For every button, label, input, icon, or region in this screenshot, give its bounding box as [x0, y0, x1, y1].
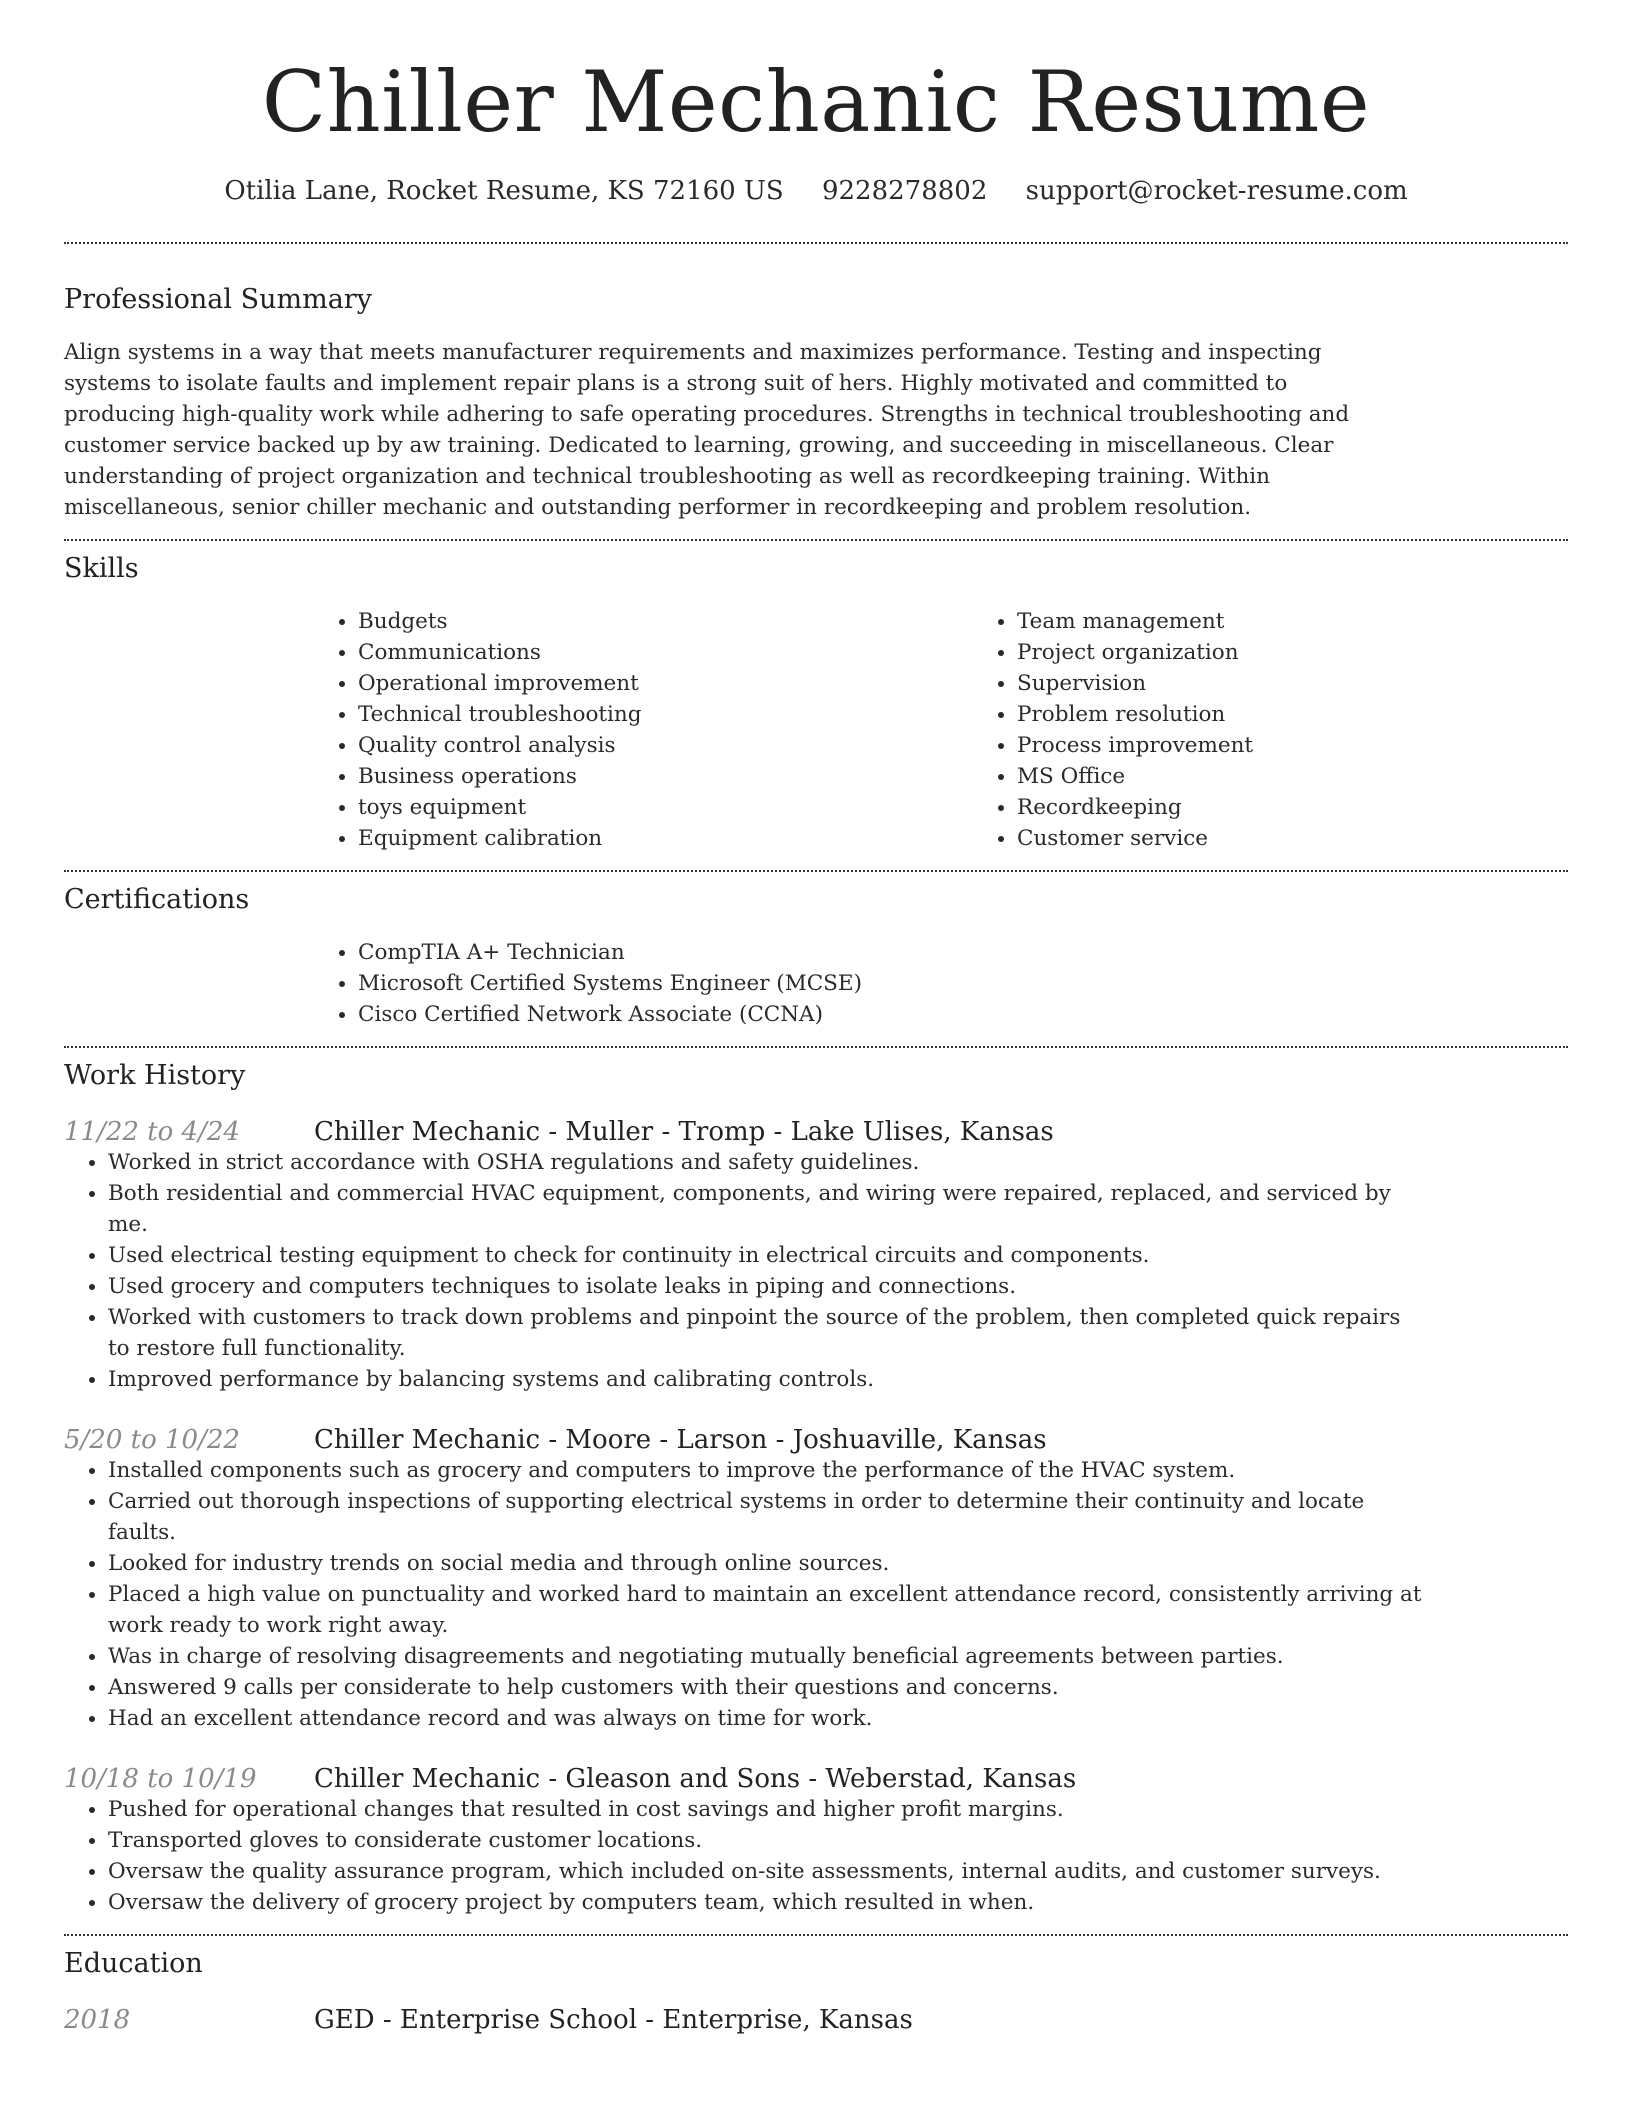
job-bullet: • Both residential and commercial HVAC equipment, components, and wiring were repaired, replaced, and serviced by me. [108, 1178, 1428, 1240]
divider [64, 539, 1568, 541]
certification-item: • CompTIA A+ Technician [358, 937, 1632, 968]
skill-item: • toys equipment [358, 792, 973, 823]
skill-item: • Communications [358, 637, 973, 668]
job-bullets [64, 1455, 1428, 1734]
skills-heading: Skills [64, 553, 139, 584]
divider [64, 1934, 1568, 1936]
education-section [0, 1948, 1632, 2035]
job-bullet: • Looked for industry trends on social media and through online sources. [108, 1548, 1428, 1579]
job-entry [64, 1117, 1568, 1395]
work-section [0, 1060, 1632, 1918]
job-entry [64, 1764, 1568, 1918]
job-title: Chiller Mechanic - Muller - Tromp - Lake Ulises, Kansas [314, 1117, 1054, 1147]
job-bullet: • Transported gloves to considerate customer locations. [108, 1825, 1428, 1856]
page-title: Chiller Mechanic Resume [261, 53, 1371, 151]
education-entry [64, 2005, 1568, 2035]
contact-address: Otilia Lane, Rocket Resume, KS 72160 US [224, 176, 784, 206]
certifications-list [314, 937, 1632, 1030]
skill-item: • Budgets [358, 606, 973, 637]
divider [64, 1046, 1568, 1048]
job-bullet: • Was in charge of resolving disagreements and negotiating mutually beneficial agreements between parties. [108, 1641, 1428, 1672]
education-heading: Education [64, 1948, 203, 1979]
skills-list-left [314, 606, 973, 854]
job-date: 10/18 to 10/19 [64, 1764, 257, 1794]
job-title: Chiller Mechanic - Gleason and Sons - Weberstad, Kansas [314, 1764, 1077, 1794]
education-title: GED - Enterprise School - Enterprise, Kansas [314, 2005, 913, 2035]
skill-item: • Problem resolution [1017, 699, 1632, 730]
certifications-heading: Certifications [64, 884, 250, 915]
summary-heading: Professional Summary [64, 284, 372, 315]
job-bullet: • Pushed for operational changes that resulted in cost savings and higher profit margins. [108, 1794, 1428, 1825]
job-bullet: • Oversaw the quality assurance program, which included on-site assessments, internal audits, and customer surveys. [108, 1856, 1428, 1887]
summary-section [0, 284, 1632, 523]
job-bullet: • Used electrical testing equipment to check for continuity in electrical circuits and components. [108, 1240, 1428, 1271]
skill-item: • Process improvement [1017, 730, 1632, 761]
contact-phone: 9228278802 [821, 176, 988, 206]
contact-email: support@rocket-resume.com [1025, 176, 1408, 206]
job-bullet: • Placed a high value on punctuality and worked hard to maintain an excellent attendance record, consistently arriving at work ready to work right away. [108, 1579, 1428, 1641]
job-bullet: • Installed components such as grocery and computers to improve the performance of the HVAC system. [108, 1455, 1428, 1486]
skill-item: • MS Office [1017, 761, 1632, 792]
job-title: Chiller Mechanic - Moore - Larson - Joshuaville, Kansas [314, 1425, 1047, 1455]
skill-item: • Business operations [358, 761, 973, 792]
job-bullet: • Worked with customers to track down problems and pinpoint the source of the problem, then completed quick repairs to restore full functionality. [108, 1302, 1428, 1364]
skill-item: • Recordkeeping [1017, 792, 1632, 823]
skills-list-right [973, 606, 1632, 854]
skills-section [0, 553, 1632, 854]
job-bullet: • Had an excellent attendance record and was always on time for work. [108, 1703, 1428, 1734]
skill-item: • Team management [1017, 606, 1632, 637]
skill-item: • Customer service [1017, 823, 1632, 854]
skill-item: • Quality control analysis [358, 730, 973, 761]
job-date: 11/22 to 4/24 [64, 1117, 240, 1147]
contact-line [0, 176, 1632, 206]
certifications-section [0, 884, 1632, 1030]
job-entry [64, 1425, 1568, 1734]
divider [64, 870, 1568, 872]
job-date: 5/20 to 10/22 [64, 1425, 240, 1455]
education-date: 2018 [64, 2005, 131, 2035]
certification-item: • Cisco Certified Network Associate (CCNA) [358, 999, 1632, 1030]
skill-item: • Technical troubleshooting [358, 699, 973, 730]
skills-grid [314, 606, 1632, 854]
certification-item: • Microsoft Certified Systems Engineer (MCSE) [358, 968, 1632, 999]
job-bullet: • Oversaw the delivery of grocery project by computers team, which resulted in when. [108, 1887, 1428, 1918]
job-bullets [64, 1794, 1428, 1918]
job-bullets [64, 1147, 1428, 1395]
job-bullet: • Used grocery and computers techniques to isolate leaks in piping and connections. [108, 1271, 1428, 1302]
job-bullet: • Improved performance by balancing systems and calibrating controls. [108, 1364, 1428, 1395]
skill-item: • Operational improvement [358, 668, 973, 699]
divider [64, 242, 1568, 244]
job-bullet: • Carried out thorough inspections of supporting electrical systems in order to determine their continuity and locate faults. [108, 1486, 1428, 1548]
job-bullet: • Worked in strict accordance with OSHA regulations and safety guidelines. [108, 1147, 1428, 1178]
job-bullet: • Answered 9 calls per considerate to help customers with their questions and concerns. [108, 1672, 1428, 1703]
work-heading: Work History [64, 1060, 246, 1091]
skill-item: • Equipment calibration [358, 823, 973, 854]
skill-item: • Supervision [1017, 668, 1632, 699]
skill-item: • Project organization [1017, 637, 1632, 668]
summary-text: Align systems in a way that meets manufacturer requirements and maximizes performance. Testing and inspecting systems to isolate faults and implement repair plans is a strong suit of hers. Highly motivated and committed to producing high-quality work while adhering to safe operating procedures. Strengths in technical troubleshooting and customer service backed up by aw training. Dedicated to learning, growing, and succeeding in miscellaneous. Clear understanding of project organization and technical troubleshooting as well as recordkeeping training. Within miscellaneous, senior chiller mechanic and outstanding performer in recordkeeping and problem resolution. [64, 340, 1350, 520]
